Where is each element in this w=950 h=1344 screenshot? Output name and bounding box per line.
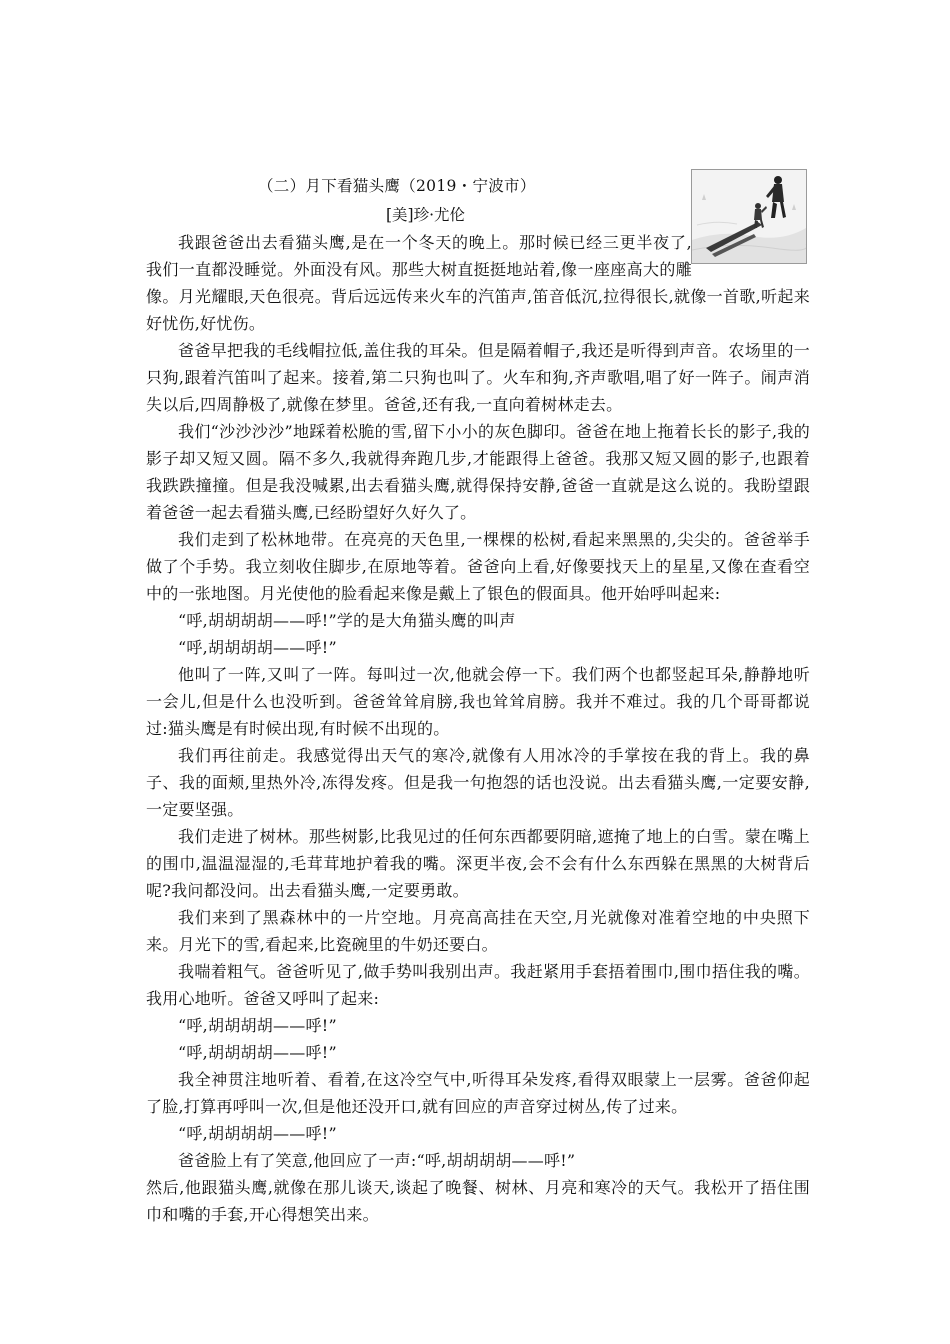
dialogue-line: “呼,胡胡胡胡——呼!” bbox=[178, 1043, 337, 1062]
article-body bbox=[146, 229, 810, 1228]
dialogue-line: “呼,胡胡胡胡——呼!” bbox=[178, 1124, 337, 1143]
paragraph: 我们走进了树林。那些树影,比我见过的任何东西都要阴暗,遮掩了地上的白雪。蒙在嘴上的围巾,温温湿湿的,毛茸茸地护着我的嘴。深更半夜,会不会有什么东西躲在黑黑的大树背后呢?我问都没问。出去看猫头鹰,一定要勇敢。 bbox=[146, 827, 810, 900]
dialogue-line: “呼,胡胡胡胡——呼!”学的是大角猫头鹰的叫声 bbox=[178, 611, 516, 630]
paragraph: 然后,他跟猫头鹰,就像在那儿谈天,谈起了晚餐、树林、月亮和寒冷的天气。我松开了捂住围巾和嘴的手套,开心得想笑出来。 bbox=[146, 1178, 810, 1224]
paragraph: 他叫了一阵,又叫了一阵。每叫过一次,他就会停一下。我们两个也都竖起耳朵,静静地听一会儿,但是什么也没听到。爸爸耸耸肩膀,我也耸耸肩膀。我并不难过。我的几个哥哥都说过:猫头鹰是有时候出现,有时候不出现的。 bbox=[146, 665, 810, 738]
document-title: （二）月下看猫头鹰（2019・宁波市） bbox=[258, 177, 536, 195]
paragraph: 我全神贯注地听着、看着,在这冷空气中,听得耳朵发疼,看得双眼蒙上一层雾。爸爸仰起了脸,打算再呼叫一次,但是他还没开口,就有回应的声音穿过树丛,传了过来。 bbox=[146, 1070, 810, 1116]
paragraph: 我们再往前走。我感觉得出天气的寒冷,就像有人用冰冷的手掌按在我的背上。我的鼻子、我的面颊,里热外冷,冻得发疼。但是我一句抱怨的话也没说。出去看猫头鹰,一定要安静,一定要坚强。 bbox=[146, 746, 810, 819]
paragraph: 爸爸早把我的毛线帽拉低,盖住我的耳朵。但是隔着帽子,我还是听得到声音。农场里的一只狗,跟着汽笛叫了起来。接着,第二只狗也叫了。火车和狗,齐声歌唱,唱了好一阵子。闹声消失以后,四周静极了,就像在梦里。爸爸,还有我,一直向着树林走去。 bbox=[146, 341, 810, 414]
paragraph: 我喘着粗气。爸爸听见了,做手势叫我别出声。我赶紧用手套捂着围巾,围巾捂住我的嘴。我用心地听。爸爸又呼叫了起来: bbox=[146, 962, 810, 1008]
paragraph: 我跟爸爸出去看猫头鹰,是在一个冬天的晚上。那时候已经三更半夜了,我们一直都没睡觉。外面没有风。那些大树直挺挺地站着,像一座座高大的雕像。月光耀眼,天色很亮。背后远远传来火车的汽笛声,笛音低沉,拉得很长,就像一首歌,听起来好忧伤,好忧伤。 bbox=[146, 233, 810, 333]
paragraph: 我们来到了黑森林中的一片空地。月亮高高挂在天空,月光就像对准着空地的中央照下来。月光下的雪,看起来,比瓷碗里的牛奶还要白。 bbox=[146, 908, 810, 954]
paragraph: 爸爸脸上有了笑意,他回应了一声:“呼,胡胡胡胡——呼!” bbox=[178, 1151, 576, 1170]
dialogue-line: “呼,胡胡胡胡——呼!” bbox=[178, 1016, 337, 1035]
paragraph: 我们走到了松林地带。在亮亮的天色里,一棵棵的松树,看起来黑黑的,尖尖的。爸爸举手做了个手势。我立刻收住脚步,在原地等着。爸爸向上看,好像要找天上的星星,又像在查看空中的一张地图。月光使他的脸看起来像是戴上了银色的假面具。他开始呼叫起来: bbox=[146, 530, 810, 603]
dialogue-line: “呼,胡胡胡胡——呼!” bbox=[178, 638, 337, 657]
paragraph: 我们“沙沙沙沙”地踩着松脆的雪,留下小小的灰色脚印。爸爸在地上拖着长长的影子,我的影子却又短又圆。隔不多久,我就得奔跑几步,才能跟得上爸爸。我那又短又圆的影子,也跟着我跌跌撞撞。但是我没喊累,出去看猫头鹰,就得保持安静,爸爸一直就是这么说的。我盼望跟着爸爸一起去看猫头鹰,已经盼望好久好久了。 bbox=[146, 422, 810, 522]
document-author: [美]珍·尤伦 bbox=[386, 206, 466, 224]
